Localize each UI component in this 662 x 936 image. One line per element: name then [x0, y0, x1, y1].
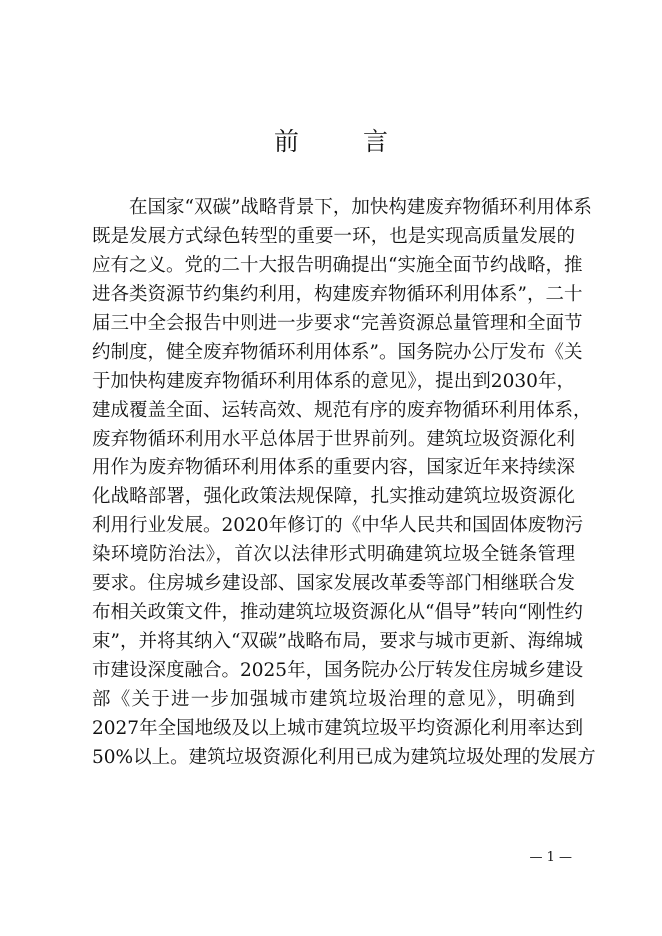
paragraph-line: 市建设深度融合。2025年，国务院办公厅转发住房城乡建设 — [92, 660, 584, 681]
paragraph-line: 在国家“双碳”战略背景下，加快构建废弃物循环利用体系 — [129, 197, 592, 218]
paragraph-line: 化战略部署，强化政策法规保障，扎实推动建筑垃圾资源化 — [92, 486, 575, 508]
body-paragraph — [92, 194, 596, 773]
paragraph-line: 进各类资源节约集约利用，构建废弃物循环利用体系”，二十 — [92, 283, 583, 305]
paragraph-line: 要求。住房城乡建设部、国家发展改革委等部门相继联合发 — [92, 573, 575, 595]
paragraph-line: 用作为废弃物循环利用体系的重要内容，国家近年来持续深 — [92, 457, 575, 479]
paragraph-line: 束”，并将其纳入“双碳”战略布局，要求与城市更新、海绵城 — [92, 631, 583, 653]
paragraph-line: 废弃物循环利用水平总体居于世界前列。建筑垃圾资源化利 — [92, 428, 575, 450]
paragraph-line: 建成覆盖全面、运转高效、规范有序的废弃物循环利用体系， — [92, 399, 592, 421]
paragraph-line: 染环境防治法》，首次以法律形式明确建筑垃圾全链条管理 — [92, 544, 575, 566]
paragraph-line: 布相关政策文件，推动建筑垃圾资源化从“倡导”转向“刚性约 — [92, 602, 583, 624]
paragraph-line: 届三中全会报告中则进一步要求“完善资源总量管理和全面节 — [92, 312, 583, 334]
paragraph-line: 2027年全国地级及以上城市建筑垃圾平均资源化利用率达到 — [92, 717, 584, 739]
paragraph-line: 部《关于进一步加强城市建筑垃圾治理的意见》，明确到 — [92, 688, 575, 710]
paragraph-line: 50%以上。建筑垃圾资源化利用已成为建筑垃圾处理的发展方 — [92, 746, 596, 768]
paragraph-line: 应有之义。党的二十大报告明确提出“实施全面节约战略，推 — [92, 254, 583, 276]
page-title: 前 言 — [274, 127, 416, 156]
paragraph-line: 于加快构建废弃物循环利用体系的意见》，提出到2030年， — [92, 370, 575, 392]
paragraph-line: 约制度，健全废弃物循环利用体系”。国务院办公厅发布《关 — [92, 341, 583, 363]
paragraph-line: 既是发展方式绿色转型的重要一环，也是实现高质量发展的 — [92, 225, 575, 247]
page-number: — 1 — — [529, 850, 572, 865]
paragraph-line: 利用行业发展。2020年修订的《中华人民共和国固体废物污 — [92, 515, 584, 537]
